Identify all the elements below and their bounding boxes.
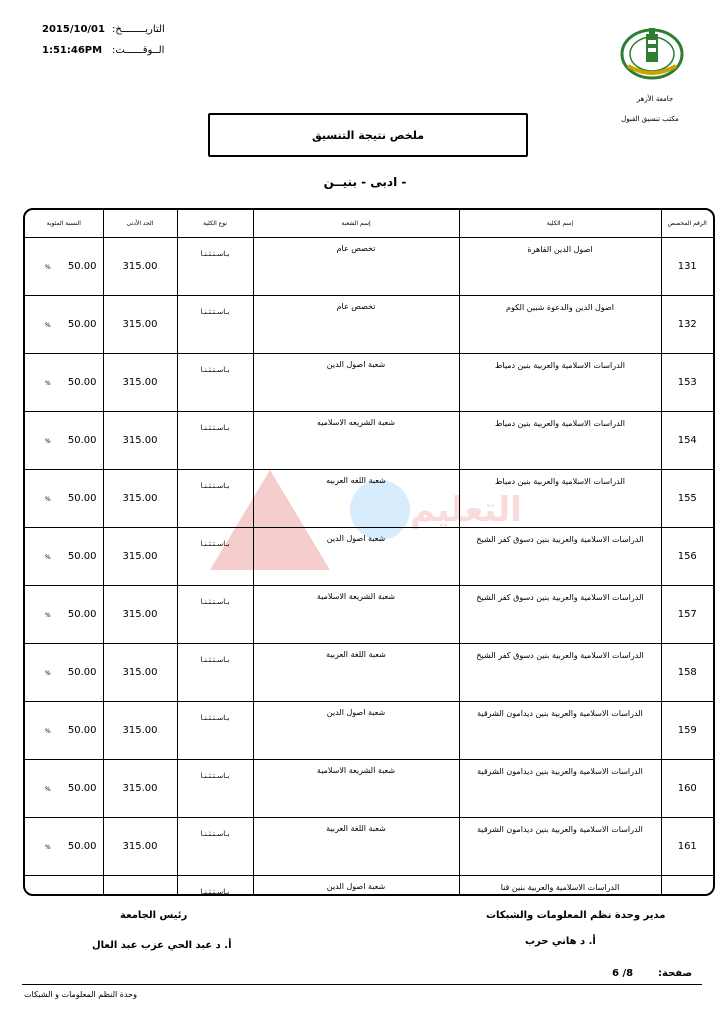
cell-pct — [25, 470, 103, 528]
table-row — [25, 528, 713, 586]
cell-college: اصول الدين والدعوة شبين الكوم — [459, 296, 661, 354]
cell-branch: تخصص عام — [253, 296, 459, 354]
cell-min: 315.00 — [103, 760, 177, 818]
cell-code: 153 — [661, 354, 713, 412]
signature-left-name: أ. د عبد الحي عزب عبد العال — [92, 940, 232, 951]
office-name: مكتب تنسيق القبول — [621, 115, 679, 123]
percent-sign: % — [45, 612, 51, 619]
cell-college: الدراسات الاسلامية والعربية بنين ديدامون الشرقية — [459, 760, 661, 818]
pct-value: 50.00 — [67, 377, 97, 388]
pct-value: 50.00 — [67, 841, 97, 852]
cell-college: الدراسات الاسلامية والعربية بنين دسوق كفر الشيخ — [459, 644, 661, 702]
pct-value: 50.00 — [67, 609, 97, 620]
table-row — [25, 760, 713, 818]
cell-type: بـاسـتـثـنـا — [177, 760, 253, 818]
cell-pct — [25, 354, 103, 412]
cell-code: 155 — [661, 470, 713, 528]
table-header-row — [25, 210, 713, 238]
cell-branch: شعبة الشريعة الاسلامية — [253, 760, 459, 818]
pct-value: 50.00 — [67, 435, 97, 446]
cell-min: 315.00 — [103, 354, 177, 412]
page-label: صفحة: — [658, 968, 693, 979]
cell-college: الدراسات الاسلامية والعربية بنين دمياط — [459, 354, 661, 412]
cell-pct — [25, 702, 103, 760]
date-value: 2015/10/01 — [42, 24, 105, 35]
cell-code: 154 — [661, 412, 713, 470]
cell-code: 157 — [661, 586, 713, 644]
pct-value: 50.00 — [67, 493, 97, 504]
cell-type: بـاسـتـثـنـا — [177, 702, 253, 760]
cell-branch: شعبة اللغة العربية — [253, 818, 459, 876]
cell-pct — [25, 760, 103, 818]
cell-min: 315.00 — [103, 296, 177, 354]
percent-sign: % — [45, 670, 51, 677]
cell-type: بـاسـتـثـنـا — [177, 876, 253, 897]
page-subtitle: - ادبى - بنيــن — [323, 175, 407, 189]
table-row — [25, 644, 713, 702]
university-logo-icon — [618, 22, 686, 82]
percent-sign: % — [45, 264, 51, 271]
page-title-text: ملخص نتيجة التنسيق — [311, 128, 425, 142]
header-college: إسم الكلية — [459, 210, 661, 238]
pct-value: 50.00 — [67, 319, 97, 330]
cell-pct — [25, 528, 103, 586]
cell-pct — [25, 296, 103, 354]
signature-left-title: رئيس الجامعة — [120, 910, 188, 921]
table-row — [25, 876, 713, 897]
percent-sign: % — [45, 322, 51, 329]
table-row — [25, 412, 713, 470]
cell-college: الدراسات الاسلامية والعربية بنين دمياط — [459, 412, 661, 470]
table-row — [25, 238, 713, 296]
header-branch: إسم الشعبة — [253, 210, 459, 238]
percent-sign: % — [45, 380, 51, 387]
cell-type: بـاسـتـثـنـا — [177, 586, 253, 644]
cell-branch: شعبة اصول الدين — [253, 876, 459, 897]
cell-type: بـاسـتـثـنـا — [177, 354, 253, 412]
pct-value: 50.00 — [67, 783, 97, 794]
page-number: 6 /8 — [612, 968, 634, 979]
header-code: الرقم المخصص — [661, 210, 713, 238]
cell-branch: شعبة الشريعه الاسلاميه — [253, 412, 459, 470]
cell-min: 315.00 — [103, 644, 177, 702]
cell-pct — [25, 818, 103, 876]
pct-value: 50.00 — [67, 667, 97, 678]
table-row — [25, 702, 713, 760]
cell-code: 131 — [661, 238, 713, 296]
percent-sign: % — [45, 496, 51, 503]
university-name: جامعة الأزهر — [636, 95, 674, 103]
pct-value: 50.00 — [67, 551, 97, 562]
cell-min — [103, 876, 177, 897]
page-title — [208, 113, 528, 157]
table-row — [25, 354, 713, 412]
cell-pct — [25, 586, 103, 644]
cell-branch: تخصص عام — [253, 238, 459, 296]
watermark-text: التعليم — [410, 490, 522, 530]
cell-branch: شعبة اصول الدين — [253, 702, 459, 760]
cell-code: 132 — [661, 296, 713, 354]
cell-type: بـاسـتـثـنـا — [177, 644, 253, 702]
cell-college: اصول الدين القاهرة — [459, 238, 661, 296]
cell-branch: شعبة اللغه العربيه — [253, 470, 459, 528]
cell-min: 315.00 — [103, 470, 177, 528]
table-row — [25, 586, 713, 644]
header-min: الحد الأدنى — [103, 210, 177, 238]
cell-min: 315.00 — [103, 818, 177, 876]
cell-pct — [25, 238, 103, 296]
cell-type: بـاسـتـثـنـا — [177, 238, 253, 296]
percent-sign: % — [45, 844, 51, 851]
cell-pct — [25, 644, 103, 702]
cell-branch: شعبة اللغة العربية — [253, 644, 459, 702]
percent-sign: % — [45, 438, 51, 445]
cell-type: بـاسـتـثـنـا — [177, 412, 253, 470]
date-label: التاريــــــــخ: — [112, 24, 165, 35]
cell-code: 158 — [661, 644, 713, 702]
cell-college: الدراسات الاسلامية والعربية بنين دسوق كفر الشيخ — [459, 586, 661, 644]
cell-code: 156 — [661, 528, 713, 586]
table-row — [25, 470, 713, 528]
cell-branch: شعبة اصول الدين — [253, 354, 459, 412]
cell-type: بـاسـتـثـنـا — [177, 296, 253, 354]
percent-sign: % — [45, 554, 51, 561]
cell-code: 160 — [661, 760, 713, 818]
cell-college: الدراسات الاسلامية والعربية بنين دسوق كفر الشيخ — [459, 528, 661, 586]
header-type: نوع الكلية — [177, 210, 253, 238]
cell-college: الدراسات الاسلامية والعربية بنين قنا — [459, 876, 661, 897]
cell-pct — [25, 412, 103, 470]
table-row — [25, 296, 713, 354]
signature-right-name: أ. د هاني حرب — [525, 936, 596, 947]
cell-college: الدراسات الاسلامية والعربية بنين ديدامون الشرقية — [459, 818, 661, 876]
cell-branch: شعبة اصول الدين — [253, 528, 459, 586]
page-divider — [22, 984, 702, 985]
pct-value: 50.00 — [67, 725, 97, 736]
cell-college: الدراسات الاسلامية والعربية بنين دمياط — [459, 470, 661, 528]
cell-min: 315.00 — [103, 412, 177, 470]
results-table — [23, 208, 715, 896]
cell-min: 315.00 — [103, 702, 177, 760]
cell-code: 159 — [661, 702, 713, 760]
footer-note: وحدة النظم المعلومات و الشبكات — [24, 990, 137, 999]
cell-code — [661, 876, 713, 897]
cell-branch: شعبة الشريعة الاسلامية — [253, 586, 459, 644]
cell-code: 161 — [661, 818, 713, 876]
signature-right-title: مدير وحدة نظم المعلومات والشبكات — [486, 910, 666, 921]
cell-type: بـاسـتـثـنـا — [177, 528, 253, 586]
cell-pct — [25, 876, 103, 897]
time-value: 1:51:46PM — [42, 45, 103, 56]
cell-college: الدراسات الاسلامية والعربية بنين ديدامون الشرقية — [459, 702, 661, 760]
percent-sign: % — [45, 786, 51, 793]
cell-type: بـاسـتـثـنـا — [177, 818, 253, 876]
time-label: الــوقــــــت: — [112, 45, 165, 56]
cell-min: 315.00 — [103, 528, 177, 586]
table-row — [25, 818, 713, 876]
cell-min: 315.00 — [103, 586, 177, 644]
header-pct: النسبة المئوية — [25, 210, 103, 238]
cell-type: بـاسـتـثـنـا — [177, 470, 253, 528]
pct-value: 50.00 — [67, 261, 97, 272]
percent-sign: % — [45, 728, 51, 735]
cell-min: 315.00 — [103, 238, 177, 296]
